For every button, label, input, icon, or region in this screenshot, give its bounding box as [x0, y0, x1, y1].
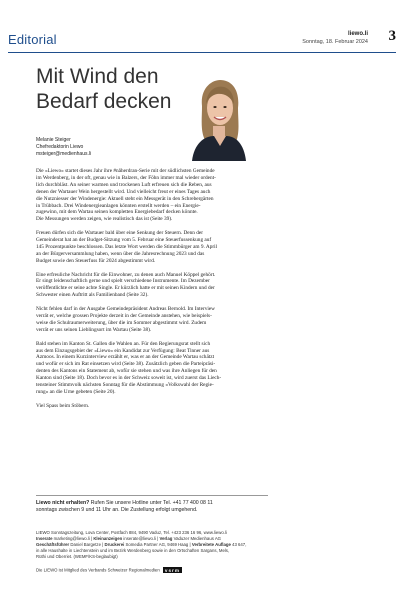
- imprint-address: LIEWO Sonntagszeitung, Lova Center, Postfach 884, 9490 Vaduz, Tel. +423 236 16 96, www.liewo.li: [36, 530, 227, 535]
- vsrm-logo: vsrm: [164, 567, 180, 573]
- article-body: [36, 168, 268, 417]
- article-line: veröffentlichte er seine achte Single. Er kürzlich hatte er mit seinen Kindern und der: [36, 285, 215, 292]
- article-line: an der Bürgerversammlung haben, wenn über die Jahresrechnung 2023 und das: [36, 250, 205, 257]
- article-line: die Nutzniesser der Windenergie: Aktuell steht ein Messgerät in den Schrebergärten: [36, 195, 214, 202]
- hotline-text: Rufen Sie unsere Hotline unter Tel. +41 77 400 08 11: [89, 500, 213, 506]
- byline: [36, 137, 91, 159]
- article-line: Nicht fehlen darf in der Ausgabe Gemeindepräsident Andreas Bernold. Im Interview: [36, 306, 216, 313]
- imprint-label-gf: Geschäftsführer: [36, 542, 70, 547]
- article-line: lich durchbläst. An seiner warmen und trockenen Luft erfreuen sich die Reben, aus: [36, 181, 212, 188]
- article-line: denten des Kantons ein Statement ab, wofür sie stehen und was ihre Anliegen für den: [36, 368, 217, 375]
- article-line: rung» an die Urne gebeten (Seite 20).: [36, 388, 116, 395]
- article-line: Budget sowie den Steuerfuss für 2024 abgestimmt wird.: [36, 257, 156, 264]
- article-line: Schwester einen Auftritt als Familienband (Seite 32).: [36, 292, 149, 299]
- article-paragraph: [36, 403, 268, 410]
- article-paragraph: [36, 230, 268, 265]
- imprint-auflage: 43 647,: [230, 542, 247, 547]
- imprint-distribution: in alle Haushalte in Liechtenstein und im Bezirk Werdenberg sowie in den Ortschaften Sargans, Mels,: [36, 548, 230, 553]
- footer-divider: [36, 495, 268, 496]
- article-paragraph: [36, 341, 268, 396]
- article-paragraph: [36, 272, 268, 300]
- author-photo: [184, 76, 250, 161]
- author-portrait-image: [184, 76, 250, 161]
- article-line: verrät er, welche grossen Projekte derzeit in der Gemeinde anstehen, wie beispiels-: [36, 312, 212, 319]
- article-line: Die «Liewo» startet dieses Jahr ihre #nåherdran-Serie mit der südlichsten Gemeinde: [36, 168, 215, 174]
- article-line: Kanton sind (Seite 18). Doch bevor es in der Schweiz soweit ist, wird zuerst das Liech-: [36, 375, 222, 382]
- imprint-label-auflage: Verbreitete Auflage: [191, 542, 231, 547]
- imprint-kleinanzeigen: inserate@liewo.li |: [122, 536, 160, 541]
- imprint-label-kleinanzeigen: Kleinanzeigen: [93, 536, 123, 541]
- association-note: [36, 567, 182, 573]
- article-paragraph: [36, 306, 268, 334]
- imprint-verlag: Vaduzer Medienhaus AG: [172, 536, 222, 541]
- hotline-text-2: sonntags zwischen 9 und 11 Uhr an. Die Zustellung erfolgt umgehend.: [36, 507, 198, 513]
- article-line: aus dem Einzugsgebiet der «Liewo» ein Kandidat zur Verfügung: Beat Tinner aus: [36, 347, 210, 354]
- article-line: Azmoos. In einem Kurzinterview erzählt er, was er an der Gemeinde Wartau schätzt: [36, 354, 215, 361]
- delivery-hotline: [36, 500, 268, 514]
- article-line: in Trübbach. Drei Windenergieanlagen könnten erstellt werden – ein Energie-: [36, 202, 201, 209]
- hotline-heading: Liewo nicht erhalten?: [36, 500, 90, 506]
- section-title: Editorial: [8, 32, 57, 47]
- imprint-certification: Rüthi und Oberriet. (WEMF/KS-beglaubigt): [36, 554, 118, 559]
- imprint-gf: Daniel Bargetze |: [69, 542, 105, 547]
- issue-date: Sonntag, 18. Februar 2024: [302, 39, 368, 45]
- association-text: Die LIEWO ist Mitglied des Verbands Schweizer Regionalmedien: [36, 567, 160, 573]
- page-number: 3: [388, 28, 396, 44]
- imprint-label-verlag: Verlag: [159, 536, 173, 541]
- imprint: [36, 530, 268, 560]
- imprint-inserate: marketing@liewo.li |: [52, 536, 94, 541]
- article-line: Viel Spass beim Stöbern.: [36, 402, 90, 409]
- article-line: Eine erfreuliche Nachricht für die Einwohner, zu denen auch Manuel Köppel gehört.: [36, 271, 216, 278]
- headline-line-1: Mit Wind den: [36, 65, 159, 88]
- article-line: 145 Prozentpunkte beschlossen. Das letzte Wort werden die Stimmbürger am 9. April: [36, 243, 218, 250]
- article-line: Gemeinderat hat an der Budget-Sitzung vom 5. Februar eine Steuerfussenkung auf: [36, 237, 212, 244]
- article-line: im Werdenberg, in der oft, genau wie in Balzers, der Föhn immer mal wieder ordent-: [36, 174, 216, 181]
- article-line: verrät er uns seinen Lieblingsort im Wartau (Seite 38).: [36, 326, 152, 333]
- imprint-druckerei: Somedia Partner AG, 9469 Haag |: [124, 542, 192, 547]
- article-line: zugewinn, mit dem Wartau seinen kompletten Energiebedarf decken könnte.: [36, 209, 198, 216]
- imprint-label-inserate: Inserate: [36, 536, 53, 541]
- author-role: Chefredaktorin Liewo: [36, 144, 84, 151]
- article-line: weise die Schulraumerweiterung, über die im Sommer abgestimmt wird. Zudem: [36, 319, 207, 326]
- header-divider: [8, 52, 396, 53]
- headline-line-2: Bedarf decken: [36, 90, 172, 113]
- author-email[interactable]: msteiger@medienhaus.li: [36, 151, 92, 158]
- imprint-label-druckerei: Druckerei: [104, 542, 125, 547]
- article-line: denen der Wartauer Wein hergestellt wird. Und vielleicht freut er eines Tages auch: [36, 188, 211, 195]
- article-paragraph: [36, 168, 268, 223]
- page-header: [8, 30, 396, 52]
- author-name: Melanie Steiger: [36, 137, 71, 143]
- article-line: Bald stehen im Kanton St. Gallen die Wahlen an. Für den Regierungsrat stellt sich: [36, 340, 211, 347]
- headline: [36, 64, 196, 114]
- article-line: Er singt leidenschaftlich gerne und spielt verschiedene Instrumente. Im Dezember: [36, 278, 210, 285]
- article-line: tensteiner Stimmvolk nächsten Sonntag für die Abstimmung «Volkswahl der Regie-: [36, 382, 214, 389]
- publication-name[interactable]: liewo.li: [347, 31, 368, 37]
- article-line: Die Messungen werden zeigen, wie realistisch das ist (Seite 39).: [36, 216, 173, 223]
- article-line: und wofür er sich im Rat einsetzen wird (Seite 38). Zusätzlich geben die Parteipräsi-: [36, 361, 216, 368]
- article-line: Freuen dürfen sich die Wartauer bald über eine Senkung der Steuern. Denn der: [36, 230, 204, 237]
